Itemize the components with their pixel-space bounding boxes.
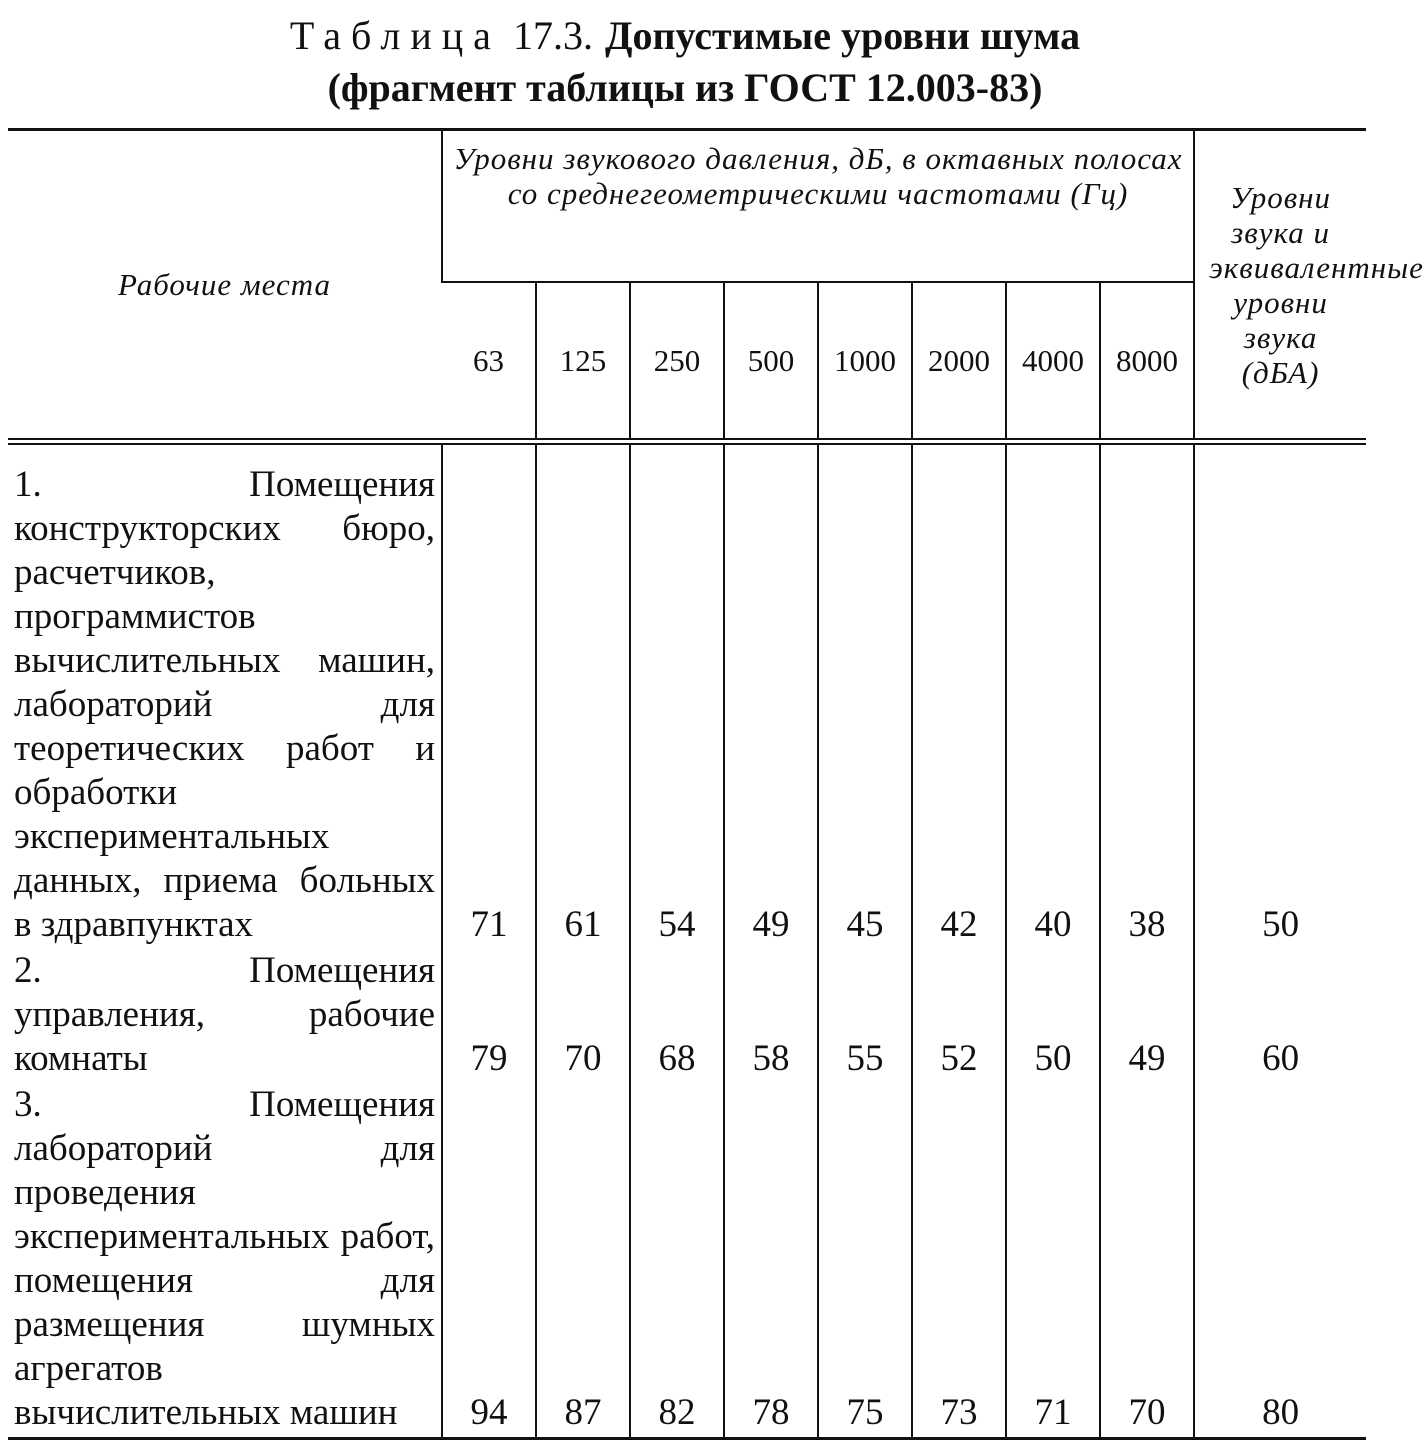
table-header (8, 130, 1424, 442)
workplace-label: 1. Помещения конструкторских бюро, расчетчиков, программистов вычислительных машин, лабораторий для теоретических работ и обработки экспериментальных данных, приема больных в здравпунктах (14, 464, 435, 945)
sound-pressure-value: 70 (536, 949, 630, 1083)
header-octave-bands: Уровни звукового давления, дБ, в октавных полосах со среднегеометрическими частотами (Гц) (442, 130, 1194, 283)
sound-pressure-value: 94 (442, 1083, 536, 1439)
workplace-label: 2. Помещения управления, рабочие комнаты (14, 950, 435, 1079)
sound-pressure-value: 73 (912, 1083, 1006, 1439)
caption-number: 17.3. (512, 13, 593, 58)
header-frequency: 8000 (1100, 282, 1194, 442)
sound-pressure-value: 79 (442, 949, 536, 1083)
sound-pressure-value: 40 (1006, 442, 1100, 950)
sound-pressure-value: 49 (724, 442, 818, 950)
sound-pressure-value: 75 (818, 1083, 912, 1439)
sound-pressure-value: 58 (724, 949, 818, 1083)
sound-level-value: 60 (1194, 949, 1366, 1083)
table-caption (0, 10, 1370, 114)
caption-title: Допустимые уровни шума (604, 13, 1081, 58)
header-workplaces: Рабочие места (117, 267, 332, 302)
caption-line-2: (фрагмент таблицы из ГОСТ 12.003-83) (327, 65, 1043, 110)
header-frequency: 63 (473, 343, 504, 378)
table-row (8, 1083, 1366, 1439)
caption-lead: Таблица (289, 13, 501, 58)
header-frequency: 500 (724, 282, 818, 442)
caption-line-1 (0, 10, 1370, 62)
header-frequency: 4000 (1006, 282, 1100, 442)
header-frequency: 125 (536, 282, 630, 442)
sound-pressure-value: 78 (724, 1083, 818, 1439)
sound-pressure-value: 87 (536, 1083, 630, 1439)
sound-pressure-value: 70 (1100, 1083, 1194, 1439)
sound-pressure-value: 49 (1100, 949, 1194, 1083)
sound-pressure-value: 68 (630, 949, 724, 1083)
sound-pressure-value: 55 (818, 949, 912, 1083)
sound-pressure-value: 38 (1100, 442, 1194, 950)
sound-pressure-value: 61 (536, 442, 630, 950)
sound-pressure-value: 50 (1006, 949, 1100, 1083)
table-row (8, 949, 1366, 1083)
sound-pressure-value: 54 (630, 442, 724, 950)
sound-pressure-value: 45 (818, 442, 912, 950)
workplace-label: 3. Помещения лабораторий для проведения экспериментальных работ, помещения для размещения шумных агрегатов вычислительных машин (14, 1084, 435, 1433)
sound-pressure-value: 71 (1006, 1083, 1100, 1439)
noise-levels-table (8, 128, 1424, 1440)
header-frequency: 250 (630, 282, 724, 442)
sound-pressure-value: 82 (630, 1083, 724, 1439)
table-body (8, 442, 1366, 1439)
sound-pressure-value: 71 (442, 442, 536, 950)
sound-level-value: 50 (1194, 442, 1366, 950)
sound-pressure-value: 42 (912, 442, 1006, 950)
header-frequency: 2000 (912, 282, 1006, 442)
sound-level-value: 80 (1194, 1083, 1366, 1439)
header-sound-level: Уровни звука и эквивалентные уровни звука (дБА) (1194, 130, 1366, 442)
header-frequency: 1000 (818, 282, 912, 442)
sound-pressure-value: 52 (912, 949, 1006, 1083)
table-row (8, 442, 1366, 950)
